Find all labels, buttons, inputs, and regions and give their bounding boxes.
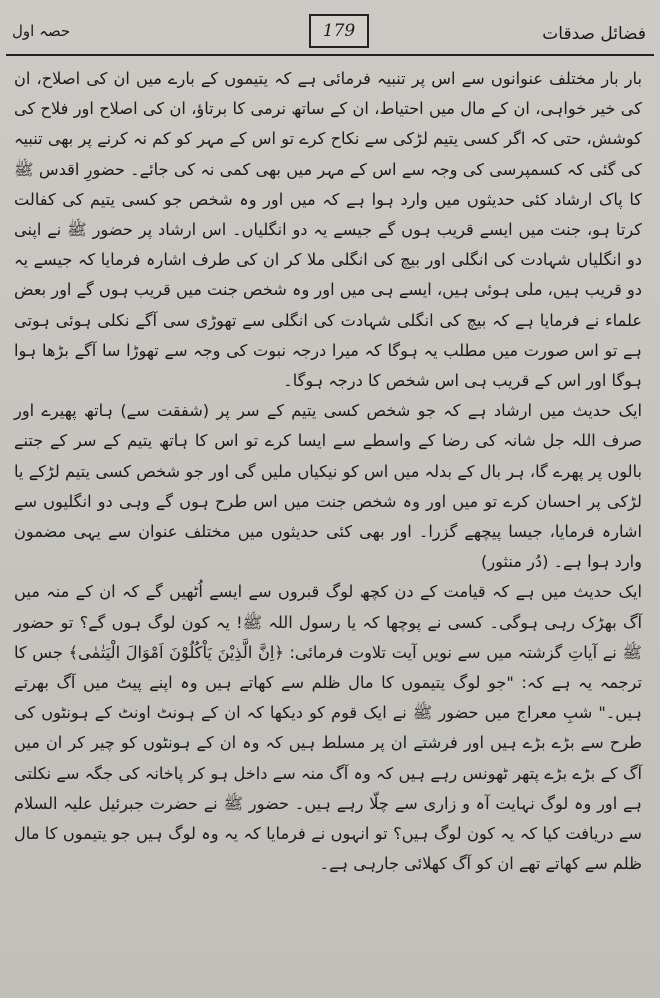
header-divider bbox=[6, 54, 654, 56]
book-title: فضائل صدقات bbox=[542, 24, 646, 44]
section-label: حصہ اول bbox=[12, 22, 71, 40]
paragraph-1: بار بار مختلف عنوانوں سے اس پر تنبیہ فرمائی ہے کہ یتیموں کے بارے میں ان کی اصلاح، ان کی خیر خواہی، ان کے مال میں احتیاط، ان کے ساتھ نرمی کا برتاؤ، ان کی اصلاح اور فلاح کی کوشش، حتی کہ اگر کسی یتیم لڑکی سے نکاح کرے تو اس کے مہر کو کم نہ کرنے پر بھی تنبیہ کی گئی کہ کسمپرسی کی وجہ سے اس کے مہر میں بھی کمی نہ کی جائے۔ حضورِ اقدس ﷺ کا پاک ارشاد کئی حدیثوں میں وارد ہوا ہے کہ میں اور وہ شخص جو کسی یتیم کی کفالت کرتا ہو، جنت میں ایسے قریب ہوں گے جیسے یہ دو انگلیاں۔ اس ارشاد پر حضور ﷺ نے اپنی دو انگلیاں شہادت کی انگلی اور بیچ کی انگلی ملا کر ان کی طرف اشارہ فرمایا کہ جیسے یہ دو قریب ہیں، ملی ہوئی ہیں، ایسے ہی میں اور وہ شخص جنت میں قریب ہوں گے اور بعض علماء نے فرمایا ہے کہ بیچ کی انگلی شہادت کی انگلی سے تھوڑی سی آگے نکلی ہوئی ہوتی ہے تو اس صورت میں مطلب یہ ہوگا کہ میرا درجہ نبوت کی وجہ سے تھوڑا سا آگے بڑھا ہوا ہوگا اور اس کے قریب ہی اس شخص کا درجہ ہوگا۔ bbox=[14, 69, 642, 391]
body-text bbox=[14, 64, 642, 879]
paragraph-2: ایک حدیث میں ارشاد ہے کہ جو شخص کسی یتیم کے سر پر (شفقت سے) ہاتھ پھیرے اور صرف اللہ جل شانہ کی رضا کے واسطے سے ایسا کرے تو اس کا ہاتھ یتیم کے سر کے جتنے بالوں پر پھرے گا، ہر بال کے بدلہ میں اس کو نیکیاں ملیں گی اور جو شخص کسی یتیم لڑکے یا لڑکی پر احسان کرے تو میں اور وہ شخص جنت میں اس طرح ہوں گے وہی دو انگلیوں سے اشارہ فرمایا، جیسا پیچھے گزرا۔ اور بھی کئی حدیثوں میں مختلف عنوان سے یہی مضمون وارد ہوا ہے۔ (دُر منثور) bbox=[14, 401, 642, 572]
page-header bbox=[6, 8, 654, 60]
page-number: 179 bbox=[309, 14, 369, 48]
paragraph-3: ایک حدیث میں ہے کہ قیامت کے دن کچھ لوگ قبروں سے ایسے اُٹھیں گے کہ ان کے منہ میں آگ بھڑک رہی ہوگی۔ کسی نے پوچھا کہ یا رسول اللہ ﷺ! یہ کون لوگ ہوں گے؟ تو حضور ﷺ نے آیاتِ گزشتہ میں سے نویں آیت تلاوت فرمائی: ﴿اِنَّ الَّذِيْنَ يَاْكُلُوْنَ اَمْوَالَ الْيَتٰمٰى﴾ جس کا ترجمہ یہ ہے کہ: "جو لوگ یتیموں کا مال ظلم سے کھاتے ہیں وہ اپنے پیٹ میں آگ بھرتے ہیں۔" شبِ معراج میں حضور ﷺ نے ایک قوم کو دیکھا کہ ان کے ہونٹ اونٹ کے ہونٹوں کی طرح سے بڑے بڑے ہیں اور فرشتے ان پر مسلط ہیں کہ وہ ان کے ہونٹوں کو چیر کر ان میں آگ کے بڑے بڑے پتھر ٹھونس رہے ہیں کہ وہ آگ منہ سے داخل ہو کر پاخانہ کی جگہ سے نکلتی ہے اور وہ لوگ نہایت آہ و زاری سے چلّا رہے ہیں۔ حضور ﷺ نے حضرت جبرئیل علیہ السلام سے دریافت کیا کہ یہ کون لوگ ہیں؟ تو انہوں نے فرمایا کہ یہ وہ لوگ ہیں جو یتیموں کا مال ظلم سے کھاتے تھے ان کو آگ کھلائی جارہی ہے۔ bbox=[14, 582, 642, 874]
